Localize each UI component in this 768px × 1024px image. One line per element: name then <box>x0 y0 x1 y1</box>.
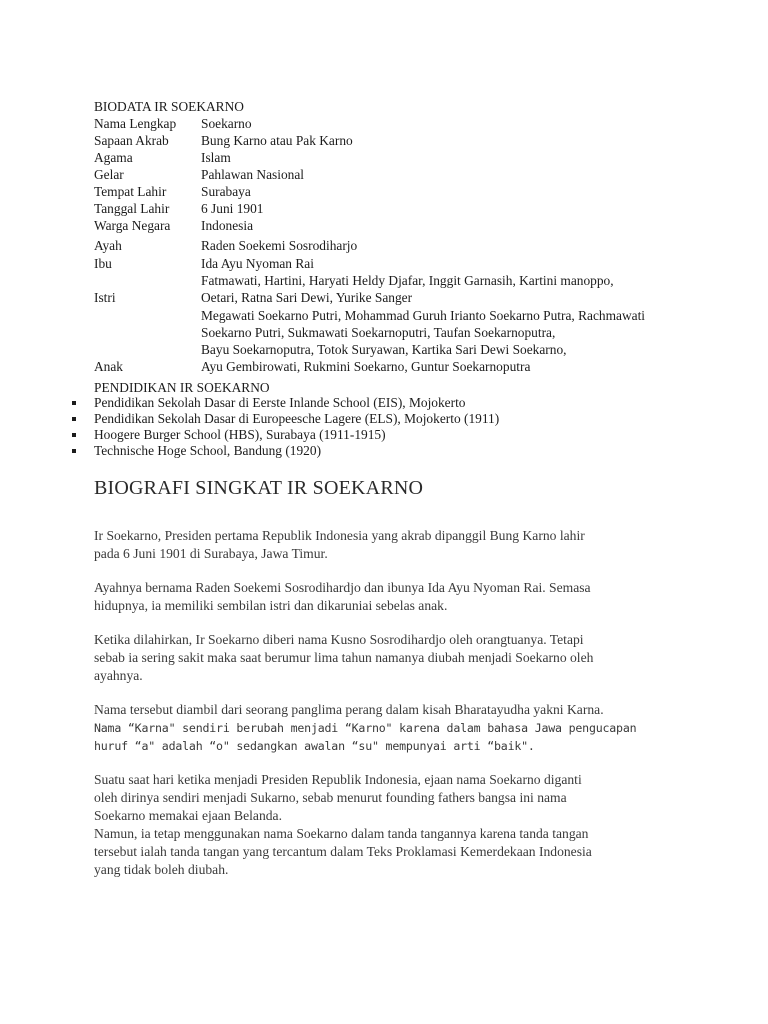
education-item-text: Pendidikan Sekolah Dasar di Europeesche Lagere (ELS), Mojokerto (1911) <box>94 411 500 426</box>
biodata-value: Surabaya <box>201 184 251 199</box>
biodata-label: Tempat Lahir <box>94 184 167 199</box>
biodata-table <box>94 115 734 375</box>
list-item <box>0 395 499 411</box>
biodata-label: Sapaan Akrab <box>94 133 169 148</box>
education-list <box>0 395 499 459</box>
square-bullet-icon <box>72 417 76 421</box>
education-item-text: Pendidikan Sekolah Dasar di Eerste Inlande School (EIS), Mojokerto <box>94 395 466 410</box>
biodata-row <box>94 272 734 306</box>
biodata-value: Megawati Soekarno Putri, Mohammad Guruh Irianto Soekarno Putra, Rachmawati Soekarno Putri, Sukmawati Soekarnoputri, Taufan Soekarnoputra, Bayu Soekarnoputra, Totok Suryawan, Kartika Sari Dewi Soekarno, Ayu Gembirowati, Rukmini Soekarno, Guntur Soekarnoputra <box>201 308 646 374</box>
biodata-label: Anak <box>94 359 124 374</box>
biodata-label: Warga Negara <box>94 218 171 233</box>
biodata-value: Raden Soekemi Sosrodiharjo <box>201 238 358 253</box>
biodata-row <box>94 234 734 254</box>
biography-paragraph: Namun, ia tetap menggunakan nama Soekarno dalam tanda tangannya karena tanda tangan tersebut ialah tanda tangan yang tercantum dalam Teks Proklamasi Kemerdekaan Indonesia yang tidak boleh diubah. <box>94 826 592 877</box>
biography-paragraph: Suatu saat hari ketika menjadi Presiden Republik Indonesia, ejaan nama Soekarno diganti oleh dirinya sendiri menjadi Sukarno, sebab menurut founding fathers bangsa ini nama Soekarno memakai ejaan Belanda. <box>94 772 582 823</box>
biodata-row <box>94 306 734 375</box>
biodata-value: Ida Ayu Nyoman Rai <box>201 256 314 271</box>
biodata-label: Ayah <box>94 238 122 253</box>
biodata-label: Gelar <box>94 167 124 182</box>
biodata-value: Bung Karno atau Pak Karno <box>201 133 353 148</box>
list-item <box>0 411 499 427</box>
biodata-value: Soekarno <box>201 116 252 131</box>
biodata-row <box>94 132 734 149</box>
biodata-row <box>94 254 734 272</box>
paragraph-first-line: Nama tersebut diambil dari seorang panglima perang dalam kisah Bharatayudha yakni Karna. <box>94 702 604 717</box>
biodata-value: Indonesia <box>201 218 254 233</box>
biodata-label: Ibu <box>94 256 112 271</box>
biodata-value: Islam <box>201 150 231 165</box>
biography-paragraph: Ayahnya bernama Raden Soekemi Sosrodihardjo dan ibunya Ida Ayu Nyoman Rai. Semasa hidupnya, ia memiliki sembilan istri dan dikaruniai sebelas anak. <box>94 580 591 613</box>
education-item-text: Hoogere Burger School (HBS), Surabaya (1911-1915) <box>94 427 386 442</box>
square-bullet-icon <box>72 401 76 405</box>
biodata-value: Fatmawati, Hartini, Haryati Heldy Djafar, Inggit Garnasih, Kartini manoppo, Oetari, Ratna Sari Dewi, Yurike Sanger <box>201 273 614 305</box>
biodata-value: 6 Juni 1901 <box>201 201 264 216</box>
list-item <box>0 427 499 443</box>
biodata-row <box>94 183 734 200</box>
paragraph-rest: Nama “Karna" sendiri berubah menjadi “Karno" karena dalam bahasa Jawa pengucapan huruf “a" adalah “o" sedangkan awalan “su" mempunyai arti “baik". <box>94 721 637 753</box>
biodata-label: Tanggal Lahir <box>94 201 170 216</box>
biodata-row <box>94 166 734 183</box>
education-title: PENDIDIKAN IR SOEKARNO <box>94 380 270 395</box>
biography-heading: BIOGRAFI SINGKAT IR SOEKARNO <box>94 477 424 499</box>
biodata-label: Agama <box>94 150 133 165</box>
biodata-row <box>94 200 734 217</box>
biography-body <box>94 527 694 879</box>
biodata-row <box>94 149 734 166</box>
list-item <box>0 443 499 459</box>
square-bullet-icon <box>72 433 76 437</box>
square-bullet-icon <box>72 449 76 453</box>
biography-paragraph: Ketika dilahirkan, Ir Soekarno diberi nama Kusno Sosrodihardjo oleh orangtuanya. Tetapi sebab ia sering sakit maka saat berumur lima tahun namanya diubah menjadi Soekarno oleh ayahnya. <box>94 632 594 683</box>
biography-paragraph <box>94 701 694 755</box>
biodata-title: BIODATA IR SOEKARNO <box>94 99 244 114</box>
biodata-row <box>94 217 734 234</box>
biodata-label: Istri <box>94 290 116 305</box>
biodata-row <box>94 115 734 132</box>
biography-paragraph: Ir Soekarno, Presiden pertama Republik Indonesia yang akrab dipanggil Bung Karno lahir pada 6 Juni 1901 di Surabaya, Jawa Timur. <box>94 528 585 561</box>
education-item-text: Technische Hoge School, Bandung (1920) <box>94 443 322 458</box>
biodata-value: Pahlawan Nasional <box>201 167 305 182</box>
biodata-label: Nama Lengkap <box>94 116 177 131</box>
